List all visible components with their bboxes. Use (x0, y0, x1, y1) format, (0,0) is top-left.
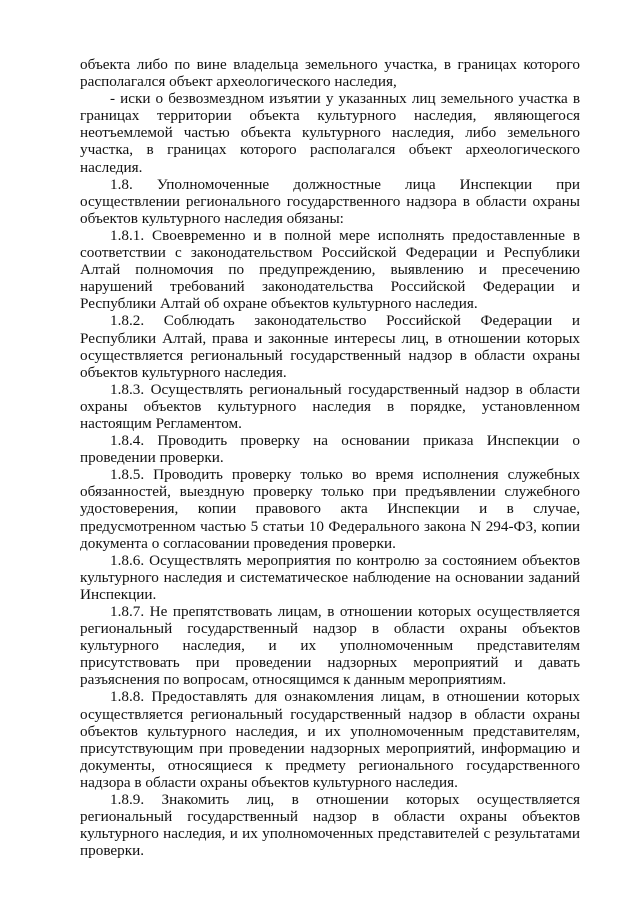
paragraph-1-8-9: 1.8.9. Знакомить лиц, в отношении которых осуществляется региональный государственный надзор в области охраны объектов культурного наследия, и их уполномоченных представителей с результатами проверки. (80, 791, 580, 860)
paragraph-1-8-1: 1.8.1. Своевременно и в полной мере исполнять предоставленные в соответствии с законодательством Российской Федерации и Республики Алтай полномочия по предупреждению, выявлению и пресечению нарушений требований законодательства Российской Федерации и Республики Алтай об охране объектов культурного наследия. (80, 226, 580, 313)
paragraph-1-8-2: 1.8.2. Соблюдать законодательство Российской Федерации и Республики Алтай, права и законные интересы лиц, в отношении которых осуществляется региональный государственный надзор в области охраны объектов культурного наследия. (80, 312, 580, 381)
paragraph-1-8-5: 1.8.5. Проводить проверку только во время исполнения служебных обязанностей, выездную проверку только при предъявлении служебного удостоверения, копии правового акта Инспекции и в случае, предусмотренном частью 5 статьи 10 Федерального закона N 294-ФЗ, копии документа о согласовании проведения проверки. (80, 466, 580, 552)
paragraph-1-8-6: 1.8.6. Осуществлять мероприятия по контролю за состоянием объектов культурного наследия и систематическое наблюдение на основании заданий Инспекции. (80, 551, 580, 603)
document-page (80, 56, 580, 859)
paragraph-1-8-8: 1.8.8. Предоставлять для ознакомления лицам, в отношении которых осуществляется региональный государственный надзор в области охраны объектов культурного наследия, и их уполномоченным представителям, присутствующим при проведении надзорных мероприятий, информацию и документы, относящиеся к предмету регионального государственного надзора в области охраны объектов культурного наследия. (80, 688, 580, 791)
paragraph-1-8-4: 1.8.4. Проводить проверку на основании приказа Инспекции о проведении проверки. (80, 432, 580, 467)
paragraph-1-8-3: 1.8.3. Осуществлять региональный государственный надзор в области охраны объектов культурного наследия в порядке, установленном настоящим Регламентом. (80, 380, 580, 432)
paragraph-lawsuits: - иски о безвозмездном изъятии у указанных лиц земельного участка в границах территории объекта культурного наследия, являющегося неотъемлемой частью объекта культурного наследия, либо земельного участка, в границах которого располагался объект археологического наследия. (80, 90, 580, 176)
paragraph-continuation: объекта либо по вине владельца земельного участка, в границах которого располагался объект археологического наследия, (80, 56, 580, 91)
paragraph-1-8-7: 1.8.7. Не препятствовать лицам, в отношении которых осуществляется региональный государственный надзор в области охраны объектов культурного наследия, и их уполномоченным представителям присутствовать при проведении надзорных мероприятий и давать разъяснения по вопросам, относящимся к данным мероприятиям. (80, 603, 580, 689)
paragraph-1-8: 1.8. Уполномоченные должностные лица Инспекции при осуществлении регионального государственного надзора в области охраны объектов культурного наследия обязаны: (80, 175, 580, 227)
